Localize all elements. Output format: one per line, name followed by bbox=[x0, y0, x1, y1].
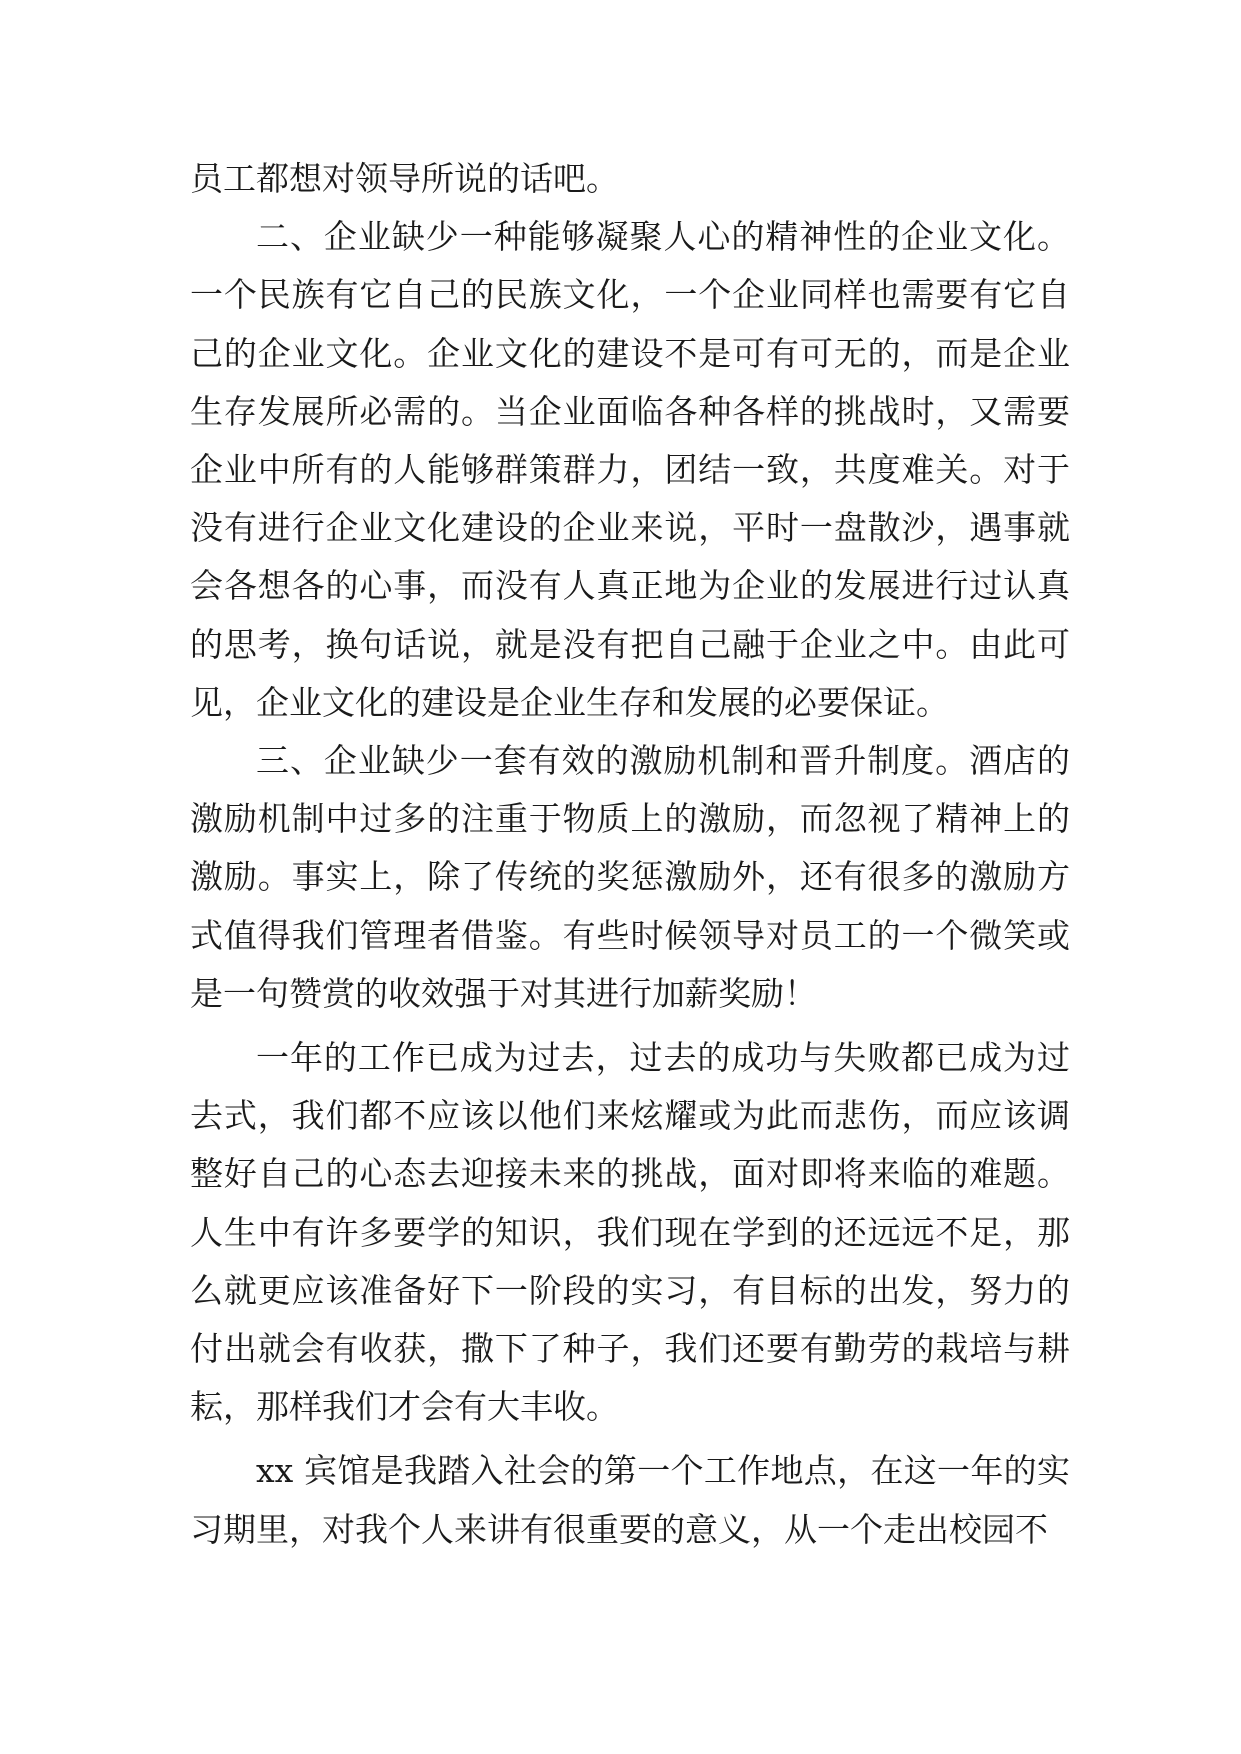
paragraph-incentive-mechanism: 三、企业缺少一套有效的激励机制和晋升制度。酒店的激励机制中过多的注重于物质上的激励，而忽视了精神上的激励。事实上，除了传统的奖惩激励外，还有很多的激励方式值得我们管理者借鉴。有些时候领导对员工的一个微笑或是一句赞赏的收效强于对其进行加薪奖励！ bbox=[190, 741, 1070, 1013]
paragraph-continuation: 员工都想对领导所说的话吧。 bbox=[190, 159, 619, 198]
paragraph-corporate-culture: 二、企业缺少一种能够凝聚人心的精神性的企业文化。一个民族有它自己的民族文化，一个企业同样也需要有它自己的企业文化。企业文化的建设不是可有可无的，而是企业生存发展所必需的。当企业面临各种各样的挑战时，又需要企业中所有的人能够群策群力，团结一致，共度难关。对于没有进行企业文化建设的企业来说，平时一盘散沙，遇事就会各想各的心事，而没有人真正地为企业的发展进行过认真的思考，换句话说，就是没有把自己融于企业之中。由此可见，企业文化的建设是企业生存和发展的必要保证。 bbox=[190, 217, 1070, 722]
document-body bbox=[190, 150, 1070, 1559]
paragraph-year-review: 一年的工作已成为过去，过去的成功与失败都已成为过去式，我们都不应该以他们来炫耀或为此而悲伤，而应该调整好自己的心态去迎接未来的挑战，面对即将来临的难题。人生中有许多要学的知识，我们现在学到的还远远不足，那么就更应该准备好下一阶段的实习，有目标的出发，努力的付出就会有收获，撒下了种子，我们还要有勤劳的栽培与耕耘，那样我们才会有大丰收。 bbox=[190, 1038, 1070, 1427]
paragraph-hotel-internship: xx 宾馆是我踏入社会的第一个工作地点，在这一年的实习期里，对我个人来讲有很重要的意义，从一个走出校园不 bbox=[190, 1451, 1070, 1549]
